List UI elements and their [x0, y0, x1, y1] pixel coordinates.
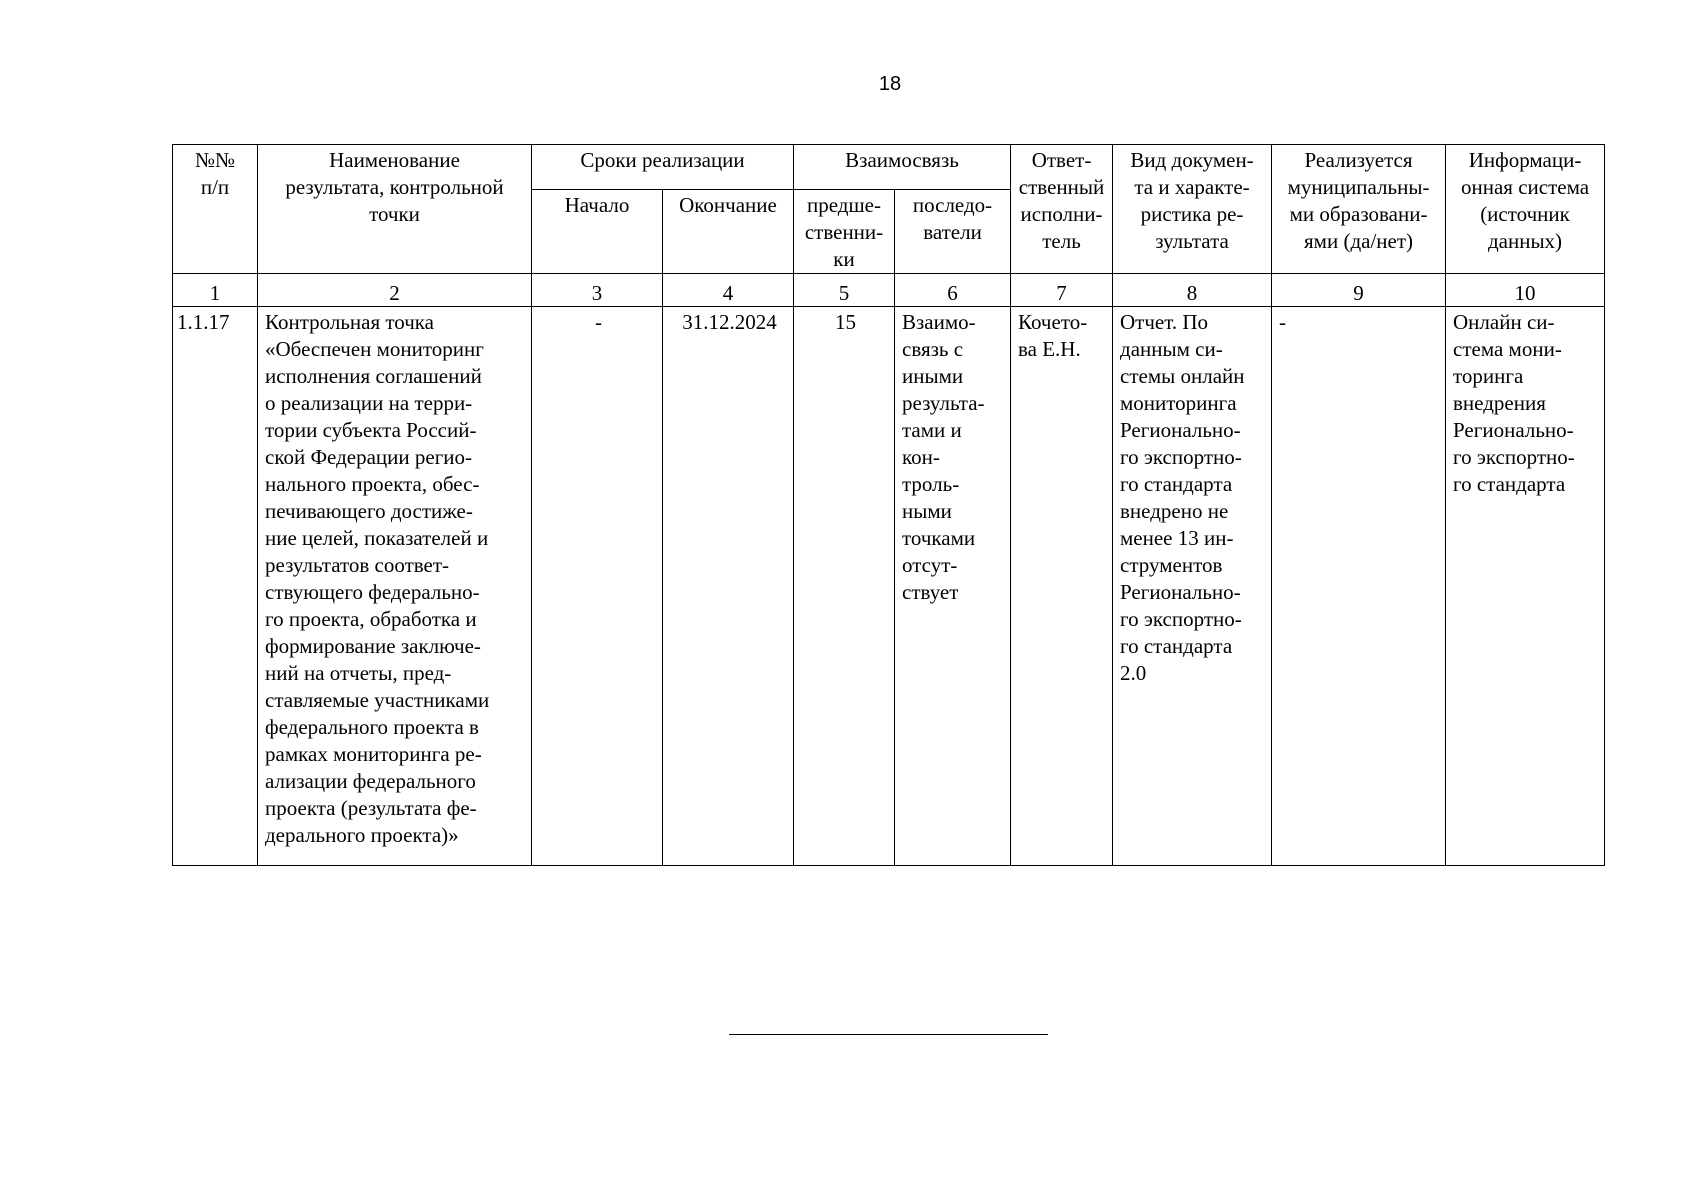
row-municipal-cell: - [1272, 307, 1446, 866]
header-start: Начало [532, 190, 663, 274]
header-doc-type: Вид докумен- та и характе- ристика ре- зультата [1113, 145, 1272, 274]
header-end: Окончание [663, 190, 794, 274]
row-successors-cell: Взаимо- связь с иными результа- тами и кон- троль- ными точками отсут- ствует [895, 307, 1011, 866]
header-responsible: Ответ- ственный исполни- тель [1011, 145, 1113, 274]
column-number: 4 [663, 274, 794, 307]
row-predecessors-cell: 15 [794, 307, 895, 866]
row-number-cell: 1.1.17 [173, 307, 258, 866]
row-responsible-cell: Кочето- ва Е.Н. [1011, 307, 1113, 866]
table-row [173, 307, 1605, 866]
column-number: 7 [1011, 274, 1113, 307]
column-number: 6 [895, 274, 1011, 307]
implementation-plan-table [172, 144, 1605, 866]
column-number: 9 [1272, 274, 1446, 307]
column-number: 5 [794, 274, 895, 307]
header-number: №№ п/п [173, 145, 258, 274]
row-info-system-cell: Онлайн си- стема мони- торинга внедрения Регионально- го экспортно- го стандарта [1446, 307, 1605, 866]
header-predecessors: предше- ственни- ки [794, 190, 895, 274]
row-doc-type-cell: Отчет. По данным си- стемы онлайн мониторинга Регионально- го экспортно- го стандарта внедрено не менее 13 ин- струментов Регионально- го экспортно- го стандарта 2.0 [1113, 307, 1272, 866]
column-number: 10 [1446, 274, 1605, 307]
column-number: 2 [258, 274, 532, 307]
header-relation: Взаимосвязь [794, 145, 1011, 190]
column-number: 8 [1113, 274, 1272, 307]
column-number: 1 [173, 274, 258, 307]
header-terms: Сроки реализации [532, 145, 794, 190]
header-successors: последо- ватели [895, 190, 1011, 274]
header-info-system: Информаци- онная система (источник данных) [1446, 145, 1605, 274]
row-start-cell: - [532, 307, 663, 866]
header-name: Наименование результата, контрольной точки [258, 145, 532, 274]
column-number-row [173, 274, 1605, 307]
page-number: 18 [878, 73, 902, 95]
header-municipal: Реализуется муниципальны- ми образовани- ями (да/нет) [1272, 145, 1446, 274]
bottom-divider-line [729, 1034, 1048, 1035]
row-end-cell: 31.12.2024 [663, 307, 794, 866]
row-name-cell: Контрольная точка «Обеспечен мониторинг исполнения соглашений о реализации на терри- тории субъекта Россий- ской Федерации регио- нального проекта, обес- печивающего достиже- ние целей, показателей и результатов соответ- ствующего федерально- го проекта, обработка и формирование заключе- ний на отчеты, пред- ставляемые участниками федерального проекта в рамках мониторинга ре- ализации федерального проекта (результата фе- дерального проекта)» [258, 307, 532, 866]
table-header-row [173, 145, 1605, 190]
column-number: 3 [532, 274, 663, 307]
